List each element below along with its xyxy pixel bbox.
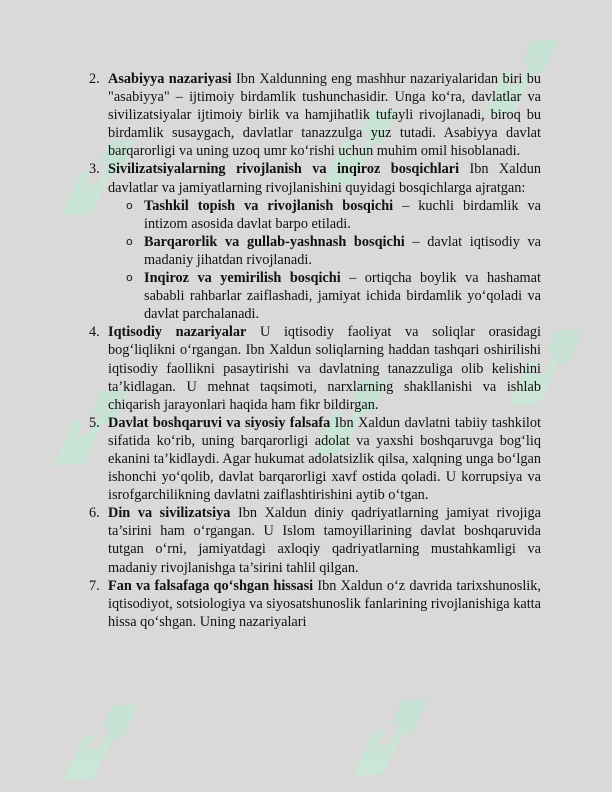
item-text: Ibn Xaldun davlatlar va jamiyatlarning rivojlanishini quyidagi bosqichlarga ajratgan: [108, 161, 541, 196]
list-item [89, 323, 541, 413]
item-title: Asabiyya nazariyasi [108, 71, 232, 87]
item-text: U iqtisodiy faoliyat va soliqlar orasidagi bog‘liqlikni o‘rgangan. Ibn Xaldun soliqlarning haddan tashqari oshirilishi iqtisodiy faollikni pasaytirishi va davlatning tanazzuliga olib kelishini ta’kidlagan. U mehnat taqsimoti, narxlarning shakllanishi va ishlab chiqarish jarayonlari haqida ham fikr bildirgan. [108, 324, 542, 413]
list-item [89, 504, 541, 576]
stage-item [108, 233, 541, 269]
stage-item [108, 269, 541, 323]
item-number: 2. [89, 71, 100, 87]
watermark-logo [61, 703, 151, 784]
item-title: Iqtisodiy nazariyalar [108, 324, 247, 341]
stage-text: – ortiqcha boylik va hashamat sababli rahbarlar zaiflashadi, jamiyat ichida birdamlik yo‘qoladi va davlat parchalanadi. [144, 270, 541, 323]
list-item [89, 577, 541, 631]
item-number: 5. [89, 414, 100, 431]
bullet-marker: o [126, 198, 133, 212]
stage-item [108, 197, 541, 233]
list-item [89, 70, 541, 160]
item-text: Ibn Xaldun o‘z davrida tarixshunoslik, iqtisodiyot, sotsiologiya va siyosatshunoslik fanlarining rivojlanishiga katta hissa qo‘shgan. Uning nazariyalari [108, 577, 541, 630]
numbered-list [89, 70, 541, 631]
item-title: Din va sivilizatsiya [108, 505, 231, 522]
item-number: 4. [89, 324, 100, 341]
list-item [89, 414, 541, 504]
item-title: Fan va falsafaga qo‘shgan hissasi [108, 577, 314, 594]
stage-text: – davlat iqtisodiy va madaniy jihatdan rivojlanadi. [144, 233, 541, 268]
item-number: 3. [89, 161, 100, 178]
item-text: Ibn Xaldunning eng mashhur nazariyalaridan biri bu "asabiyya" – ijtimoiy birdamlik tushunchasidir. Unga ko‘ra, davlatlar va sivilizatsiyalar ijtimoiy birlik va hamjihatlik tufayli rivojlanadi, biroq bu birdamlik susaygach, davlatlar tanazzulga yuz tutadi. Asabiyya davlat barqarorligi va uning uzoq umr ko‘rishi uchun muhim omil hisoblanadi. [108, 71, 541, 160]
bullet-marker: o [126, 271, 133, 285]
item-title: Davlat boshqaruvi va siyosiy falsafa [108, 414, 331, 431]
stage-title: Inqiroz va yemirilish bosqichi [144, 270, 341, 287]
watermark-logo [351, 698, 441, 779]
stages-list [108, 197, 541, 324]
item-title: Sivilizatsiyalarning rivojlanish va inqiroz bosqichlari [108, 161, 460, 178]
list-item [89, 160, 541, 323]
item-number: 7. [89, 577, 100, 594]
item-number: 6. [89, 505, 100, 522]
stage-title: Tashkil topish va rivojlanish bosqichi [144, 197, 394, 214]
bullet-marker: o [126, 234, 133, 248]
stage-text: – kuchli birdamlik va intizom asosida davlat barpo etiladi. [144, 197, 541, 232]
item-text: Ibn Xaldun davlatni tabiiy tashkilot sifatida ko‘rib, uning barqarorligi adolat va yaxshi boshqaruvga bog‘liq ekanini ta’kidlaydi. Agar hukumat adolatsizlik qilsa, xalqning unga bo‘lgan ishonchi yo‘qolib, davlat barqarorligi xavf ostida qoladi. U korrupsiya va isrofgarchilikning davlatni zaiflashtirishini aytib o‘tgan. [108, 414, 542, 504]
item-text: Ibn Xaldun diniy qadriyatlarning jamiyat rivojiga ta’sirini ham o‘rgangan. U Islom tamoyillarining davlat boshqaruvida tutgan o‘rni, jamiyatdagi axloqiy qadriyatlarning mustahkamligi va madaniy rivojlanishga ta’sirini tahlil qilgan. [108, 505, 541, 576]
stage-title: Barqarorlik va gullab-yashnash bosqichi [144, 233, 405, 250]
document-body [89, 70, 541, 631]
